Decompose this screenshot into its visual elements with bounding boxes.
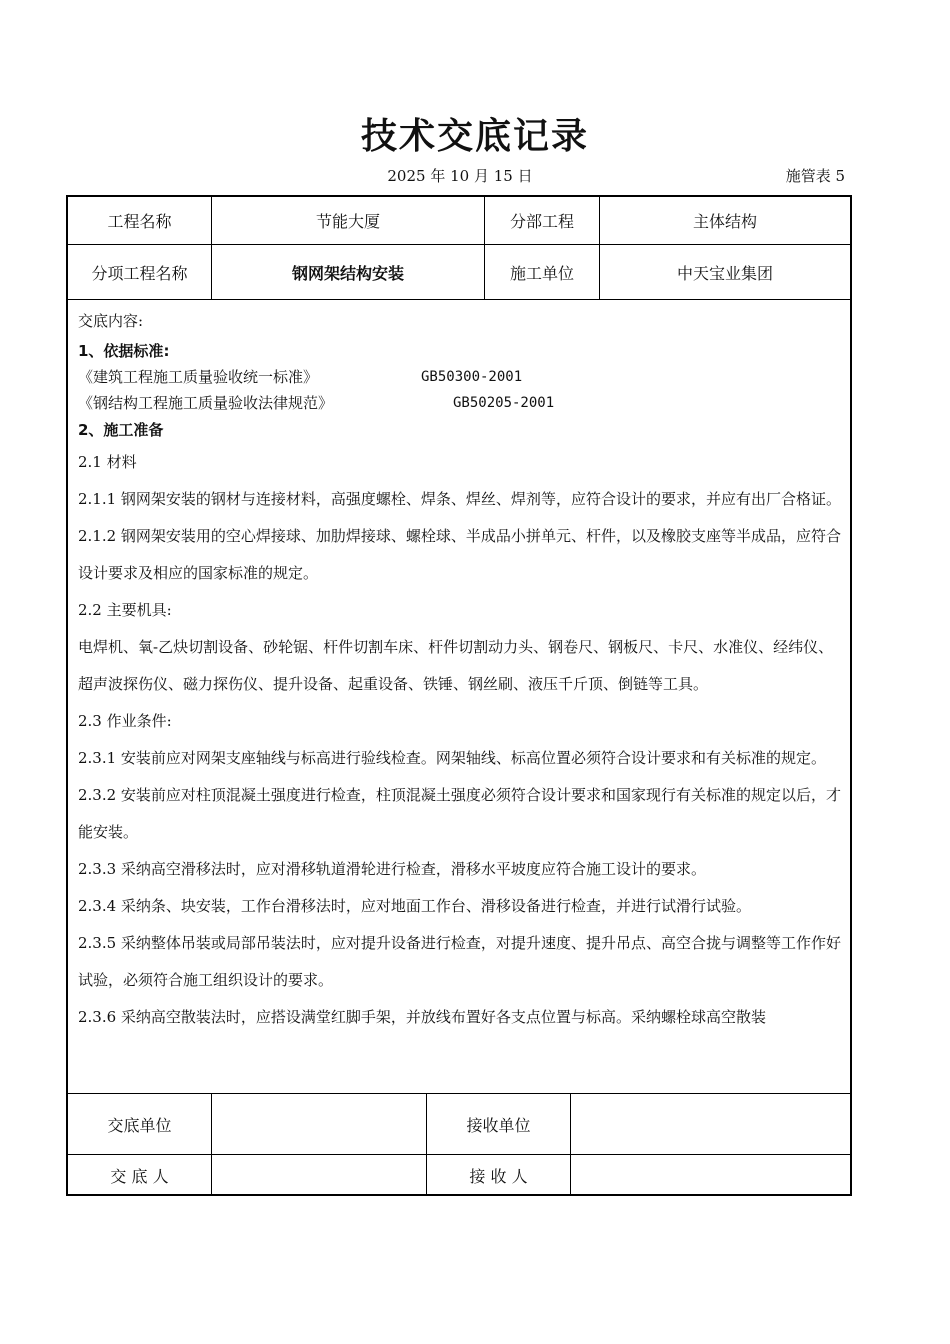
subitem-value: 钢网架结构安装 bbox=[291, 263, 404, 283]
project-name-value: 节能大厦 bbox=[315, 212, 380, 231]
project-name-label: 工程名称 bbox=[107, 212, 172, 231]
paragraph: 2.3.2 安装前应对柱顶混凝土强度进行检查，柱顶混凝土强度必须符合设计要求和国家现行有关标准的规定以后，才能安装。 bbox=[78, 786, 841, 841]
paragraph: 2.1 材料 bbox=[78, 453, 137, 471]
content-body bbox=[78, 304, 842, 1093]
construction-unit-label: 施工单位 bbox=[509, 263, 574, 283]
standard-name: 《钢结构工程施工质量验收法律规范》 bbox=[78, 394, 334, 412]
paragraph: 2.3 作业条件: bbox=[78, 712, 172, 730]
paragraph: 2.3.1 安装前应对网架支座轴线与标高进行验线检查。网架轴线、标高位置必须符合设计要求和有关标准的规定。 bbox=[78, 749, 826, 767]
form-number: 施管表 5 bbox=[785, 167, 845, 185]
section-heading: 1、依据标准: bbox=[78, 342, 170, 360]
standard-row bbox=[78, 364, 842, 390]
record-table bbox=[66, 195, 852, 1196]
division-value: 主体结构 bbox=[692, 212, 757, 231]
receiver-unit-field[interactable] bbox=[571, 1094, 850, 1154]
disclosure-content bbox=[68, 300, 850, 1093]
standard-row bbox=[78, 390, 842, 416]
receiver-field[interactable] bbox=[571, 1155, 850, 1196]
paragraph: 2.3.3 采纳高空滑移法时，应对滑移轨道滑轮进行检查，滑移水平坡度应符合施工设计的要求。 bbox=[78, 860, 706, 878]
issuer-unit-label: 交底单位 bbox=[107, 1115, 172, 1135]
standard-name: 《建筑工程施工质量验收统一标准》 bbox=[78, 368, 319, 386]
paragraph: 电焊机、氧-乙炔切割设备、砂轮锯、杆件切割车床、杆件切割动力头、钢卷尺、钢板尺、卡尺、水准仪、经纬仪、超声波探伤仪、磁力探伤仪、提升设备、起重设备、铁锤、钢丝刷、液压千斤顶、倒链等工具。 bbox=[78, 638, 834, 693]
receiver-label: 接 收 人 bbox=[469, 1167, 528, 1186]
paragraph: 2.1.1 钢网架安装的钢材与连接材料，高强度螺栓、焊条、焊丝、焊剂等，应符合设计的要求，并应有出厂合格证。 bbox=[78, 490, 841, 508]
receiver-unit-label: 接收单位 bbox=[466, 1115, 531, 1135]
page-title: 技术交底记录 bbox=[360, 116, 589, 157]
paragraph: 2.3.4 采纳条、块安装，工作台滑移法时，应对地面工作台、滑移设备进行检查，并进行试滑行试验。 bbox=[78, 897, 751, 915]
issuer-field[interactable] bbox=[212, 1155, 426, 1196]
issuer-unit-field[interactable] bbox=[212, 1094, 426, 1154]
construction-unit-value: 中天宝业集团 bbox=[676, 263, 773, 283]
paragraph: 2.2 主要机具: bbox=[78, 601, 172, 619]
content-label: 交底内容: bbox=[78, 312, 144, 330]
paragraph: 2.1.2 钢网架安装用的空心焊接球、加肋焊接球、螺栓球、半成品小拼单元、杆件，以及橡胶支座等半成品，应符合设计要求及相应的国家标准的规定。 bbox=[78, 527, 841, 582]
standard-code: GB50300-2001 bbox=[421, 369, 523, 385]
issuer-label: 交 底 人 bbox=[110, 1167, 169, 1186]
standard-code: GB50205-2001 bbox=[453, 395, 555, 411]
record-date: 2025 年 10 月 15 日 bbox=[387, 167, 533, 185]
division-label: 分部工程 bbox=[509, 212, 574, 231]
paragraph: 2.3.6 采纳高空散装法时，应搭设满堂红脚手架，并放线布置好各支点位置与标高。采纳螺栓球高空散装 bbox=[78, 1008, 766, 1026]
subitem-label: 分项工程名称 bbox=[91, 263, 188, 283]
paragraph: 2.3.5 采纳整体吊装或局部吊装法时，应对提升设备进行检查，对提升速度、提升吊点、高空合拢与调整等工作作好试验，必须符合施工组织设计的要求。 bbox=[78, 934, 841, 989]
section-heading: 2、施工准备 bbox=[78, 421, 164, 439]
